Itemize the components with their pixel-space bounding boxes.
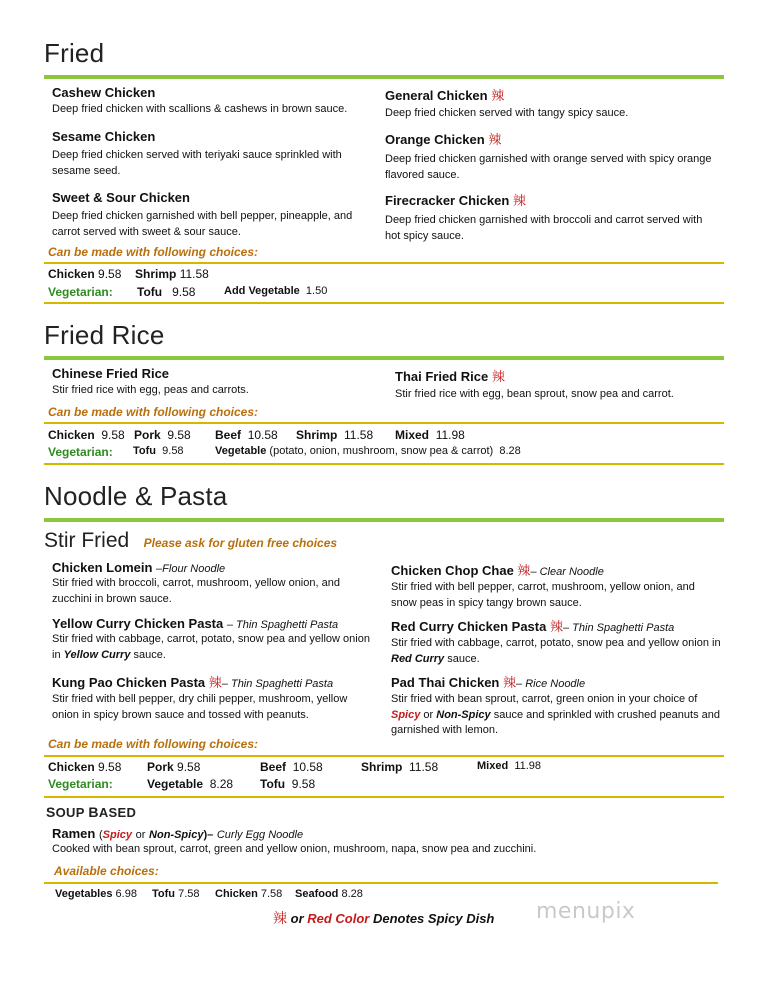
price-label: Shrimp xyxy=(296,428,338,442)
subsection-title-soup-based xyxy=(46,804,136,820)
price-value: 9.58 xyxy=(162,445,184,457)
choices-divider-bottom xyxy=(44,463,724,465)
price-value: 7.58 xyxy=(260,888,283,900)
choices-divider-top xyxy=(44,882,718,884)
price-value: 11.58 xyxy=(344,428,374,442)
desc-text: Stir fried with cabbage, carrot, potato, snow pea and yellow onion in xyxy=(391,637,721,649)
item-description: Stir fried with bell pepper, dry chili pepper, mushroom, yellow onion in spicy brown sauce and tossed with peanuts. xyxy=(52,693,348,721)
choices-label: Can be made with following choices: xyxy=(48,405,259,419)
item-name: Pad Thai Chicken xyxy=(391,675,500,690)
noodle-type: – Thin Spaghetti Pasta xyxy=(221,678,334,690)
menu-item-sesame-chicken xyxy=(52,129,372,179)
price-label: Add Vegetable xyxy=(224,285,300,297)
price-value: 8.28 xyxy=(209,777,234,791)
item-description: Deep fried chicken served with teriyaki sauce sprinkled with sesame seed. xyxy=(52,149,342,177)
choices-divider-bottom xyxy=(44,796,724,798)
price-value: 8.28 xyxy=(499,445,521,457)
item-name: Chinese Fried Rice xyxy=(52,366,170,381)
menu-item-orange-chicken xyxy=(385,129,715,183)
menu-item-general-chicken xyxy=(385,85,715,122)
legend-text: or xyxy=(290,911,304,926)
item-name: Firecracker Chicken xyxy=(385,193,510,208)
item-description xyxy=(391,636,721,667)
watermark-logo: menupix xyxy=(536,899,636,924)
price-label: Tofu xyxy=(137,285,163,299)
noodle-type: –Flour Noodle xyxy=(156,563,226,575)
price-label: Chicken xyxy=(48,428,95,442)
price-label: Shrimp xyxy=(361,760,403,774)
item-description: Deep fried chicken with scallions & cashews in brown sauce. xyxy=(52,103,348,115)
item-name: Kung Pao Chicken Pasta xyxy=(52,675,206,690)
menu-item-kung-pao-pasta xyxy=(52,672,374,723)
spicy-icon: 辣 xyxy=(208,675,222,690)
price-value: 11.58 xyxy=(179,267,209,281)
price-value: 9.58 xyxy=(172,285,196,299)
item-name: Orange Chicken xyxy=(385,132,485,147)
menu-item-chicken-lomein xyxy=(52,560,374,607)
spicy-legend xyxy=(273,908,494,928)
price-label: Seafood xyxy=(295,888,339,900)
price-label: Vegetables xyxy=(55,888,113,900)
section-divider xyxy=(44,518,724,522)
item-name: Yellow Curry Chicken Pasta xyxy=(52,616,224,631)
price-label: Beef xyxy=(215,428,242,442)
section-divider xyxy=(44,356,724,360)
choices-divider-bottom xyxy=(44,302,724,304)
item-description: Stir fried with broccoli, carrot, mushroom, yellow onion, and zucchini in brown sauce. xyxy=(52,577,340,605)
spicy-icon: 辣 xyxy=(549,619,563,634)
price-value: 8.28 xyxy=(341,888,363,900)
price-value: 9.58 xyxy=(167,428,191,442)
stir-fried-header xyxy=(44,529,337,553)
price-row-vegetarian xyxy=(48,445,718,461)
item-name: Thai Fried Rice xyxy=(395,369,489,384)
available-choices-label: Available choices: xyxy=(54,864,159,878)
price-label: Shrimp xyxy=(135,267,177,281)
gluten-free-note: Please ask for gluten free choices xyxy=(143,536,338,550)
price-value: 9.58 xyxy=(98,760,122,774)
price-value: 6.98 xyxy=(115,888,137,900)
soup-title-initial: S xyxy=(46,804,56,820)
price-label: Tofu xyxy=(133,445,157,457)
soup-title-rest: ASED xyxy=(98,805,137,820)
menu-item-yellow-curry-pasta xyxy=(52,616,374,663)
item-description xyxy=(52,632,374,663)
item-description xyxy=(391,692,721,739)
noodle-type: – Clear Noodle xyxy=(530,566,604,578)
spicy-icon: 辣 xyxy=(273,910,287,926)
price-label: Mixed xyxy=(395,428,430,442)
noodle-type: Curly Egg Noodle xyxy=(216,829,304,841)
spicy-option: Spicy xyxy=(391,708,421,721)
item-name: Sesame Chicken xyxy=(52,129,156,144)
price-label: Vegetable xyxy=(215,445,267,457)
item-description: Stir fried rice with egg, peas and carrots. xyxy=(52,384,249,396)
desc-text: Stir fried with bean sprout, carrot, green onion in your choice of xyxy=(391,693,698,705)
price-label: Mixed xyxy=(477,760,509,772)
item-description: Deep fried chicken garnished with broccoli and carrot served with hot spicy sauce. xyxy=(385,214,703,242)
desc-text: sauce. xyxy=(133,648,166,661)
section-title-fried: Fried xyxy=(44,38,105,68)
item-description: Cooked with bean sprout, carrot, green and yellow onion, mushroom, napa, snow pea and zucchini. xyxy=(52,843,537,855)
choices-divider-top xyxy=(44,755,724,757)
non-spicy-option: Non-Spicy xyxy=(436,708,491,721)
price-label: Chicken xyxy=(215,888,258,900)
vegetable-note: (potato, onion, mushroom, snow pea & carrot) xyxy=(269,445,494,457)
sauce-name: Red Curry xyxy=(391,652,445,665)
item-description: Stir fried with bell pepper, carrot, mushroom, yellow onion, and snow peas in spicy tangy brown sauce. xyxy=(391,581,695,609)
noodle-type: – Rice Noodle xyxy=(516,678,586,690)
choices-divider-top xyxy=(44,422,724,424)
price-label: Tofu xyxy=(152,888,176,900)
price-label: Chicken xyxy=(48,760,95,774)
price-label: Pork xyxy=(134,428,161,442)
spicy-icon: 辣 xyxy=(503,675,517,690)
choices-divider-top xyxy=(44,262,724,264)
menu-item-cashew-chicken xyxy=(52,85,372,118)
price-value: 11.58 xyxy=(409,760,439,774)
vegetarian-label: Vegetarian: xyxy=(48,445,113,459)
legend-red-color: Red Color xyxy=(307,911,370,926)
price-row-vegetarian xyxy=(48,777,718,793)
punctuation: )– xyxy=(203,829,214,841)
noodle-type: – Thin Spaghetti Pasta xyxy=(562,622,675,634)
item-name: Cashew Chicken xyxy=(52,85,156,100)
price-row-meats xyxy=(48,760,718,776)
desc-text: or xyxy=(423,708,434,721)
item-name: Sweet & Sour Chicken xyxy=(52,190,190,205)
price-label: Pork xyxy=(147,760,174,774)
price-value: 1.50 xyxy=(305,285,328,297)
spicy-icon: 辣 xyxy=(512,193,526,208)
menu-item-thai-fried-rice xyxy=(395,366,725,403)
menu-item-chicken-chop-chae xyxy=(391,560,721,611)
item-name: Red Curry Chicken Pasta xyxy=(391,619,547,634)
desc-text: or xyxy=(135,829,146,841)
menu-item-ramen xyxy=(52,826,722,858)
vegetarian-label: Vegetarian: xyxy=(48,285,113,299)
section-title-noodle-pasta: Noodle & Pasta xyxy=(44,481,228,511)
price-label: Tofu xyxy=(260,777,286,791)
menu-item-pad-thai-chicken xyxy=(391,672,721,739)
item-description: Deep fried chicken served with tangy spicy sauce. xyxy=(385,107,629,119)
sauce-name: Yellow Curry xyxy=(63,648,131,661)
price-row-meats xyxy=(48,428,718,444)
spicy-icon: 辣 xyxy=(491,88,505,103)
price-label: Beef xyxy=(260,760,287,774)
item-name: Chicken Chop Chae xyxy=(391,563,514,578)
item-name: Chicken Lomein xyxy=(52,560,153,575)
menu-item-firecracker-chicken xyxy=(385,190,715,244)
soup-title-initial: B xyxy=(88,804,99,820)
price-row-meats xyxy=(48,267,718,283)
price-value: 9.58 xyxy=(98,267,122,281)
punctuation: ( xyxy=(98,829,103,841)
vegetarian-label: Vegetarian: xyxy=(48,777,113,791)
spicy-icon: 辣 xyxy=(517,563,531,578)
menu-item-red-curry-pasta xyxy=(391,616,721,667)
soup-title-rest: OUP xyxy=(55,805,85,820)
price-value: 9.58 xyxy=(177,760,201,774)
subsection-title-stir-fried: Stir Fried xyxy=(44,529,130,552)
price-value: 11.98 xyxy=(514,760,542,772)
price-value: 10.58 xyxy=(292,760,323,774)
menu-item-chinese-fried-rice xyxy=(52,366,372,399)
choices-label: Can be made with following choices: xyxy=(48,737,259,751)
spicy-icon: 辣 xyxy=(488,132,502,147)
desc-text: sauce and sprinkled with crushed peanuts and garnished with lemon. xyxy=(391,708,720,736)
non-spicy-option: Non-Spicy xyxy=(149,829,204,841)
item-name: Ramen xyxy=(52,826,96,841)
item-description: Deep fried chicken garnished with orange served with spicy orange flavored sauce. xyxy=(385,153,712,181)
desc-text: Stir fried with cabbage, carrot, potato, snow pea and yellow onion in xyxy=(52,633,370,661)
price-value: 9.58 xyxy=(101,428,125,442)
price-row-vegetarian xyxy=(48,285,718,301)
price-label: Chicken xyxy=(48,267,95,281)
spicy-option: Spicy xyxy=(102,829,133,841)
spicy-icon: 辣 xyxy=(491,369,505,384)
section-divider xyxy=(44,75,724,79)
item-description: Deep fried chicken garnished with bell pepper, pineapple, and carrot served with sweet & sour sauce. xyxy=(52,210,353,238)
price-value: 9.58 xyxy=(291,777,316,791)
menu-item-sweet-sour-chicken xyxy=(52,190,372,240)
price-value: 10.58 xyxy=(247,428,278,442)
item-name: General Chicken xyxy=(385,88,488,103)
legend-text: Denotes Spicy Dish xyxy=(373,911,495,926)
noodle-type: – Thin Spaghetti Pasta xyxy=(226,619,339,631)
desc-text: sauce. xyxy=(447,652,480,665)
choices-label: Can be made with following choices: xyxy=(48,245,259,259)
price-value: 11.98 xyxy=(435,428,465,442)
section-title-fried-rice: Fried Rice xyxy=(44,320,165,350)
price-label: Vegetable xyxy=(147,777,204,791)
item-description: Stir fried rice with egg, bean sprout, snow pea and carrot. xyxy=(395,388,674,400)
price-value: 7.58 xyxy=(178,888,200,900)
